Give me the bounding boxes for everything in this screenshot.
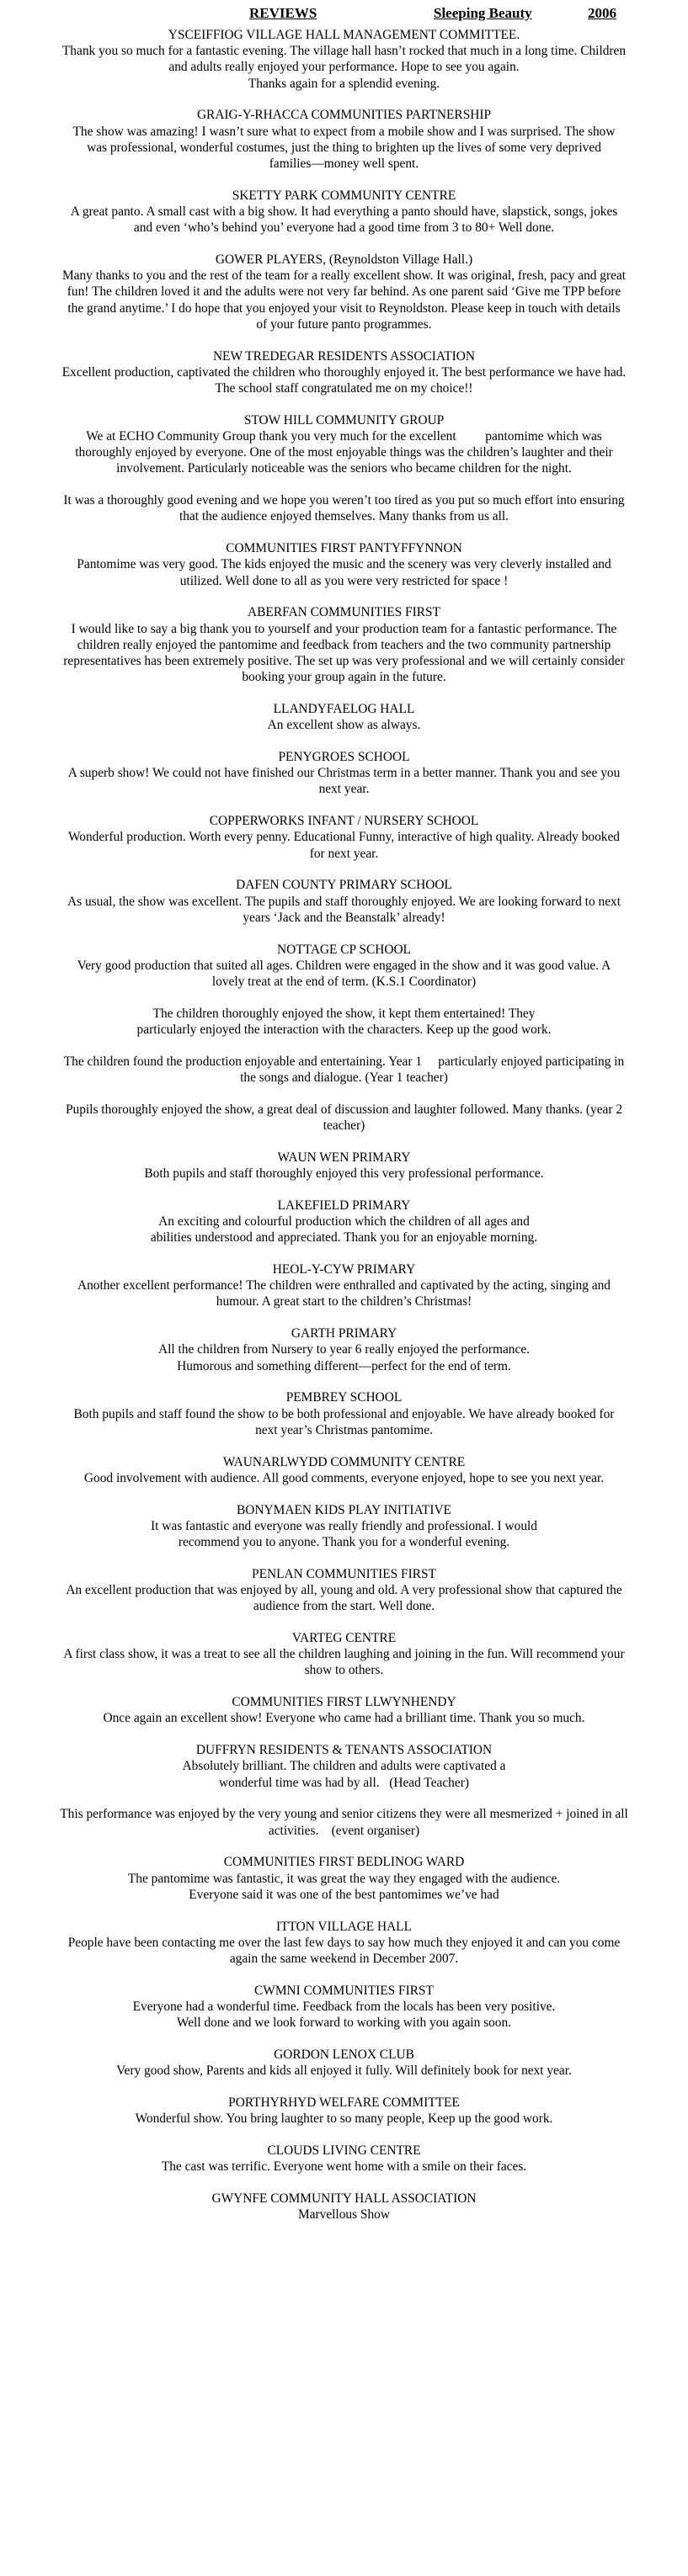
review-entry <box>3 1502 685 1551</box>
review-organisation: HEOL-Y-CYW PRIMARY <box>272 1262 416 1277</box>
review-text-line: Well done and we look forward to working with you again soon. <box>176 2016 512 2031</box>
review-text-line: children really enjoyed the pantomime and feedback from teachers and the two community partnership <box>77 637 611 652</box>
reviews-list <box>3 27 685 2223</box>
review-text-line: activities. (event organiser) <box>268 1823 420 1838</box>
review-organisation: WAUN WEN PRIMARY <box>277 1150 411 1165</box>
review-organisation: LLANDYFAELOG HALL <box>273 702 415 717</box>
review-organisation: WAUNARLWYDD COMMUNITY CENTRE <box>222 1454 466 1469</box>
review-text-line: teacher) <box>323 1118 365 1134</box>
review-text-line: An exciting and colourful production which the children of all ages and <box>158 1214 530 1230</box>
review-text-line: Excellent production, captivated the children who thoroughly enjoyed it. The best performance we have had. <box>61 364 627 380</box>
review-entry <box>3 701 685 733</box>
review-text-line: that the audience enjoyed themselves. Many thanks from us all. <box>179 509 509 524</box>
review-entry <box>3 412 685 477</box>
review-organisation: PENLAN COMMUNITIES FIRST <box>252 1566 436 1581</box>
review-entry <box>3 1630 685 1679</box>
review-text-line: The cast was terrific. Everyone went home with a smile on their faces. <box>161 2159 527 2175</box>
review-text-line: Many thanks to you and the rest of the team for a really excellent show. It was original, fresh, pacy and great <box>61 268 627 284</box>
review-text-line: next year. <box>318 782 370 797</box>
review-entry <box>3 942 685 991</box>
review-text-line: All the children from Nursery to year 6 really enjoyed the performance. <box>157 1342 531 1357</box>
review-text-line: Wonderful production. Worth every penny. Educational Funny, interactive of high quality. Already booked <box>67 830 620 845</box>
review-text-line: particularly enjoyed the interaction with the characters. Keep up the good work. <box>136 1022 552 1038</box>
review-entry <box>3 2095 685 2127</box>
review-text-line: This performance was enjoyed by the very young and senior citizens they were all mesmerized + joined in all <box>60 1807 628 1822</box>
document-header <box>3 2 685 27</box>
review-entry <box>3 1150 685 1182</box>
review-text-line: Good involvement with audience. All good comments, everyone enjoyed, hope to see you next year. <box>83 1470 605 1485</box>
review-text-line: show to others. <box>304 1663 384 1678</box>
review-text-line: Another excellent performance! The children were enthralled and captivated by the acting, singing and <box>77 1278 611 1293</box>
review-organisation: CWMNI COMMUNITIES FIRST <box>254 1983 434 1998</box>
review-text-line: We at ECHO Community Group thank you very much for the excellent pantomime which was <box>86 429 602 444</box>
review-entry <box>3 1454 685 1486</box>
review-text-line: Wonderful show. You bring laughter to so many people, Keep up the good work. <box>135 2111 553 2127</box>
review-text-line: It was a thoroughly good evening and we hope you weren’t too tired as you put so much effort into ensuring <box>63 493 625 508</box>
review-text-line: booking your group again in the future. <box>242 670 446 685</box>
review-organisation: COPPERWORKS INFANT / NURSERY SCHOOL <box>209 814 479 829</box>
review-text-line: It was fantastic and everyone was really friendly and professional. I would <box>151 1518 537 1533</box>
review-organisation: NEW TREDEGAR RESIDENTS ASSOCIATION <box>212 348 476 364</box>
review-organisation: NOTTAGE CP SCHOOL <box>277 942 411 957</box>
review-entry <box>3 1566 685 1615</box>
review-organisation: GOWER PLAYERS, (Reynoldston Village Hall.) <box>215 252 473 268</box>
review-text-line: next year’s Christmas pantomime. <box>255 1422 433 1437</box>
review-text-line: utilized. Well done to all as you were very restricted for space ! <box>179 573 509 588</box>
review-entry <box>3 813 685 862</box>
review-organisation: DAFEN COUNTY PRIMARY SCHOOL <box>236 878 452 893</box>
review-text-line: Everyone said it was one of the best pantomimes we’ve had <box>189 1887 499 1902</box>
review-entry <box>3 1694 685 1726</box>
review-text-line: for next year. <box>309 846 379 861</box>
review-text-line: I would like to say a big thank you to yourself and your production team for a fantastic performance. The <box>71 621 617 636</box>
review-text-line: The children thoroughly enjoyed the show, it kept them entertained! They <box>152 1006 536 1021</box>
review-text-line: involvement. Particularly noticeable was the seniors who became children for the night. <box>116 461 572 476</box>
review-text-line: thoroughly enjoyed by everyone. One of the most enjoyable things was the children’s laughter and their <box>75 445 613 460</box>
review-text-line: People have been contacting me over the last few days to say how much they enjoyed it and can you come <box>67 1935 621 1950</box>
review-text-line: the songs and dialogue. (Year 1 teacher) <box>240 1070 448 1086</box>
review-text-line: was professional, wonderful costumes, just the thing to brighten up the lives of some very deprived <box>87 140 601 155</box>
review-organisation: PEMBREY SCHOOL <box>285 1390 403 1405</box>
review-organisation: ABERFAN COMMUNITIES FIRST <box>248 605 440 620</box>
review-organisation: VARTEG CENTRE <box>291 1631 397 1646</box>
review-text-line: Very good show, Parents and kids all enjoyed it fully. Will definitely book for next year. <box>116 2063 572 2079</box>
review-text-line: Very good production that suited all ages. Children were engaged in the show and it was good value. A <box>77 958 611 973</box>
review-text-line: Pupils thoroughly enjoyed the show, a great deal of discussion and laughter followed. Many thanks. (year 2 <box>65 1102 623 1117</box>
review-text-line: Absolutely brilliant. The children and adults were captivated a <box>182 1759 506 1774</box>
review-organisation: GRAIG-Y-RHACCA COMMUNITIES PARTNERSHIP <box>196 108 492 123</box>
review-organisation: YSCEIFFIOG VILLAGE HALL MANAGEMENT COMMITTEE. <box>168 28 520 42</box>
review-text-line: audience from the start. Well done. <box>253 1599 435 1614</box>
review-text-line: the grand anytime.’ I do hope that you enjoyed your visit to Reynoldston. Please keep in touch with details <box>67 300 621 316</box>
review-text-line: The pantomime was fantastic, it was great the way they engaged with the audience. <box>127 1871 561 1886</box>
review-entry <box>3 348 685 397</box>
review-entry <box>3 107 685 172</box>
review-organisation: DUFFRYN RESIDENTS & TENANTS ASSOCIATION <box>195 1743 493 1758</box>
review-entry <box>3 1742 685 1791</box>
review-text-line: An excellent show as always. <box>267 718 421 733</box>
review-text-line: Both pupils and staff found the show to be both professional and enjoyable. We have already booked for <box>73 1406 615 1421</box>
review-entry <box>3 188 685 236</box>
review-entry <box>3 2047 685 2079</box>
review-text-line: and adults really enjoyed your performance. Hope to see you again. <box>168 60 520 75</box>
review-organisation: COMMUNITIES FIRST PANTYFFYNNON <box>226 541 462 556</box>
review-text-line: abilities understood and appreciated. Thank you for an enjoyable morning. <box>150 1230 538 1246</box>
review-entry <box>3 2191 685 2223</box>
review-entry <box>3 1054 685 1086</box>
review-text-line: recommend you to anyone. Thank you for a wonderful evening. <box>178 1535 510 1550</box>
review-entry <box>3 1325 685 1374</box>
show-year: 2006 <box>588 5 616 21</box>
review-entry <box>3 492 685 524</box>
review-text-line: lovely treat at the end of term. (K.S.1 Coordinator) <box>211 975 477 990</box>
review-organisation: GARTH PRIMARY <box>291 1326 397 1341</box>
review-text-line: of your future panto programmes. <box>256 316 432 332</box>
review-entry <box>3 877 685 926</box>
review-entry <box>3 1198 685 1246</box>
review-organisation: COMMUNITIES FIRST LLWYNHENDY <box>232 1695 456 1710</box>
review-text-line: Pantomime was very good. The kids enjoyed the music and the scenery was very cleverly installed and <box>77 557 611 572</box>
review-entry <box>3 1854 685 1903</box>
review-organisation: LAKEFIELD PRIMARY <box>277 1198 411 1213</box>
review-text-line: The show was amazing! I wasn’t sure what to expect from a mobile show and I was surprised. The show <box>72 124 616 139</box>
document-title: REVIEWS <box>249 5 317 21</box>
review-text-line: As usual, the show was excellent. The pupils and staff thoroughly enjoyed. We are looking forward to next <box>67 894 621 909</box>
review-entry <box>3 27 685 92</box>
review-text-line: years ‘Jack and the Beanstalk’ already! <box>243 910 445 925</box>
review-text-line: A superb show! We could not have finished our Christmas term in a better manner. Thank you and see you <box>67 766 621 781</box>
review-organisation: GORDON LENOX CLUB <box>274 2048 414 2063</box>
review-text-line: Thanks again for a splendid evening. <box>248 76 440 91</box>
review-organisation: COMMUNITIES FIRST BEDLINOG WARD <box>223 1855 465 1870</box>
review-text-line: Thank you so much for a fantastic evening. The village hall hasn’t rocked that much in a long time. Children <box>61 44 627 59</box>
review-entry <box>3 1006 685 1038</box>
review-text-line: humour. A great start to the children’s Christmas! <box>216 1294 472 1309</box>
review-entry <box>3 1983 685 2032</box>
review-organisation: SKETTY PARK COMMUNITY CENTRE <box>232 188 456 203</box>
review-text-line: fun! The children loved it and the adults were not very far behind. As one parent said ‘Give me TPP before <box>67 284 621 300</box>
review-text-line: Marvellous Show <box>297 2207 390 2223</box>
review-entry <box>3 749 685 798</box>
review-text-line: and even ‘who’s behind you’ everyone had a good time from 3 to 80+ Well done. <box>133 220 555 236</box>
review-entry <box>3 1806 685 1838</box>
review-entry <box>3 252 685 332</box>
review-text-line: The school staff congratulated me on my choice!! <box>215 381 473 396</box>
review-text-line: wonderful time was had by all. (Head Teacher) <box>219 1775 469 1790</box>
review-entry <box>3 540 685 589</box>
review-organisation: PORTHYRHYD WELFARE COMMITTEE <box>228 2095 460 2111</box>
review-text-line: families—money well spent. <box>269 157 419 172</box>
review-entry <box>3 604 685 685</box>
review-organisation: PENYGROES SCHOOL <box>278 750 410 765</box>
review-text-line: representatives has been extremely positive. The set up was very professional and we will certainly consider <box>63 654 625 669</box>
review-entry <box>3 1389 685 1438</box>
review-organisation: GWYNFE COMMUNITY HALL ASSOCIATION <box>211 2191 477 2207</box>
review-entry <box>3 1919 685 1968</box>
review-text-line: An excellent production that was enjoyed by all, young and old. A very professional show that captured the <box>66 1583 622 1598</box>
review-text-line: Humorous and something different—perfect for the end of term. <box>177 1358 511 1373</box>
review-text-line: Everyone had a wonderful time. Feedback from the locals has been very positive. <box>132 2000 556 2015</box>
review-organisation: ITTON VILLAGE HALL <box>275 1919 412 1934</box>
show-title: Sleeping Beauty <box>434 5 532 21</box>
review-text-line: Once again an excellent show! Everyone who came had a brilliant time. Thank you so much. <box>103 1711 585 1726</box>
review-entry <box>3 2143 685 2175</box>
review-organisation: BONYMAEN KIDS PLAY INITIATIVE <box>237 1502 451 1517</box>
review-text-line: again the same weekend in December 2007. <box>229 1952 459 1967</box>
review-entry <box>3 1102 685 1134</box>
review-organisation: STOW HILL COMMUNITY GROUP <box>243 412 445 428</box>
review-organisation: CLOUDS LIVING CENTRE <box>267 2143 421 2159</box>
review-text-line: The children found the production enjoyable and entertaining. Year 1 particularly enjoyed participating in <box>63 1054 625 1069</box>
review-text-line: A great panto. A small cast with a big show. It had everything a panto should have, slapstick, songs, jokes <box>70 204 618 220</box>
review-text-line: Both pupils and staff thoroughly enjoyed this very professional performance. <box>144 1166 544 1182</box>
review-entry <box>3 1261 685 1310</box>
review-text-line: A first class show, it was a treat to see all the children laughing and joining in the fun. Will recommend your <box>63 1647 625 1662</box>
